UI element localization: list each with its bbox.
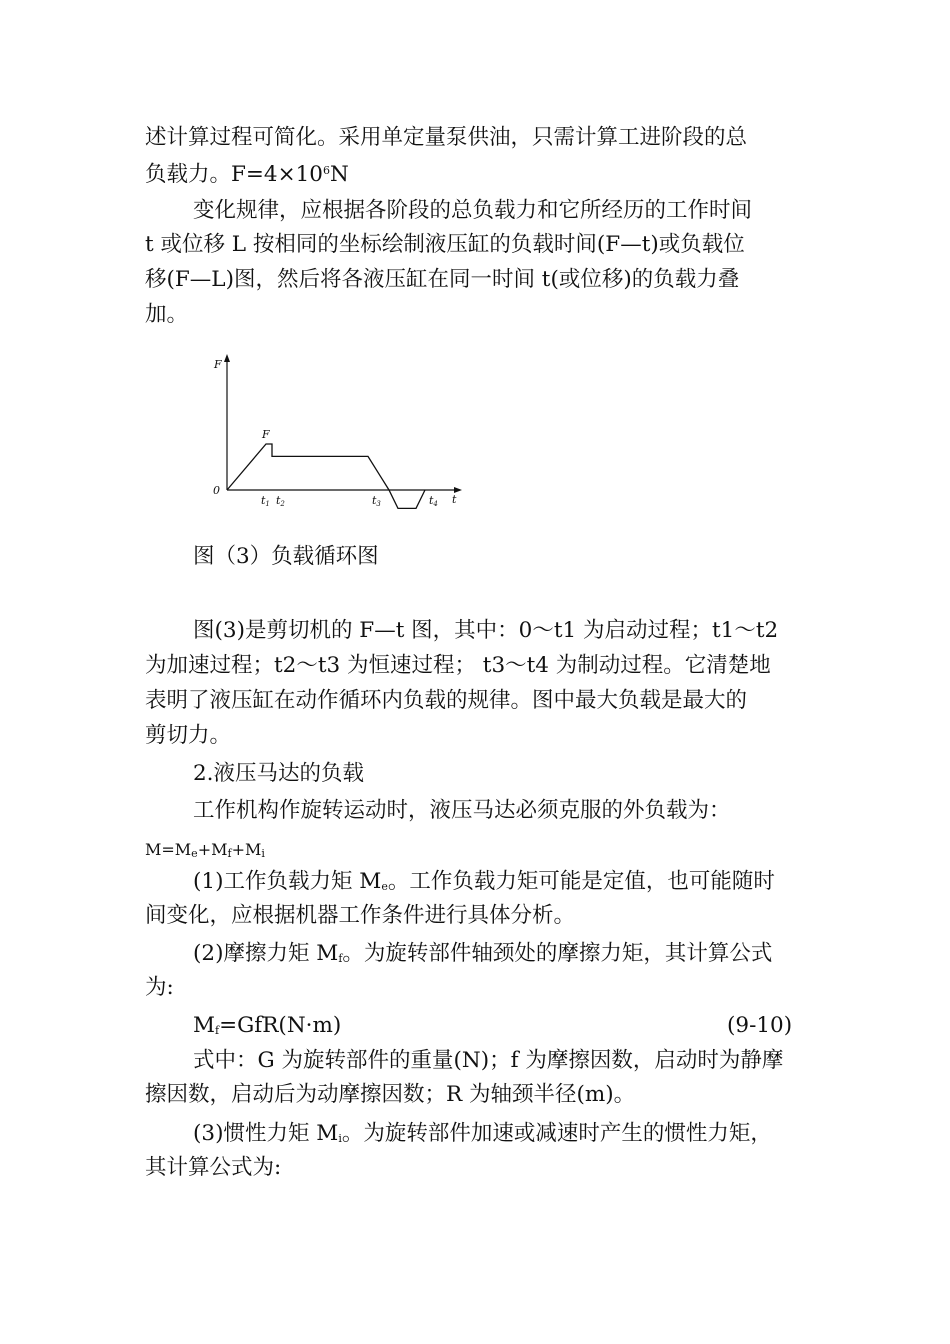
paragraph-line: 间变化，应根据机器工作条件进行具体分析。 <box>145 903 576 928</box>
subscript: f <box>338 952 343 965</box>
paragraph-line <box>193 868 873 901</box>
x-tick-label: t1 <box>261 494 270 508</box>
text: 负载力。F=4×10 <box>145 162 323 187</box>
y-axis-label: F <box>214 358 222 371</box>
equation-number: (9-10) <box>727 1013 793 1038</box>
origin-label: 0 <box>213 484 220 497</box>
paragraph-line: 其计算公式为: <box>145 1155 282 1180</box>
y-axis-arrow <box>224 354 230 362</box>
text: M <box>193 1013 216 1038</box>
text: (2)摩擦力矩 M <box>193 941 339 966</box>
figure-caption: 图（3）负载循环图 <box>193 544 379 569</box>
text: 。工作负载力矩可能是定值，也可能随时 <box>387 869 775 894</box>
paragraph-line: 表明了液压缸在动作循环内负载的规律。图中最大负载是最大的 <box>145 688 748 713</box>
subscript: i <box>261 847 265 860</box>
paragraph-line: 述计算过程可简化。采用单定量泵供油，只需计算工进阶段的总 <box>145 125 748 150</box>
paragraph-line: 剪切力。 <box>145 723 232 748</box>
equation-friction-moment <box>193 1012 873 1045</box>
text: (1)工作负载力矩 M <box>193 869 382 894</box>
paragraph-line: 式中：G 为旋转部件的重量(N)；f 为摩擦因数，启动时为静摩 <box>193 1048 784 1073</box>
paragraph-line: 移(F—L)图，然后将各液压缸在同一时间 t(或位移)的负载力叠 <box>145 267 740 292</box>
paragraph-line: 加。 <box>145 302 189 327</box>
chart-labels <box>213 358 457 508</box>
section-heading: 2.液压马达的负载 <box>193 761 365 786</box>
paragraph-line <box>193 1120 873 1153</box>
chart-axes <box>224 354 462 493</box>
text: M=M <box>145 840 192 859</box>
equation-total-moment <box>145 836 825 868</box>
text: 。为旋转部件加速或减速时产生的惯性力矩， <box>341 1121 772 1146</box>
x-tick-label: t3 <box>372 494 381 508</box>
chart-series <box>227 444 425 508</box>
paragraph-line: 为加速过程；t2～t3 为恒速过程； t3～t4 为制动过程。它清楚地 <box>145 653 771 678</box>
paragraph-line: t 或位移 L 按相同的坐标绘制液压缸的负载时间(F—t)或负载位 <box>145 232 745 257</box>
text: N <box>329 162 349 187</box>
load-series-line <box>227 444 425 508</box>
subscript: f <box>215 1024 220 1037</box>
subscript: e <box>381 880 388 893</box>
paragraph-line <box>193 940 873 973</box>
text: =GfR(N·m) <box>219 1013 342 1038</box>
peak-label: F <box>262 428 270 441</box>
paragraph-line: 变化规律，应根据各阶段的总负载力和它所经历的工作时间 <box>193 198 753 223</box>
text: (3)惯性力矩 M <box>193 1121 339 1146</box>
x-axis-label: t <box>452 493 457 506</box>
subscript: e <box>191 847 198 860</box>
text: +M <box>197 840 228 859</box>
paragraph-line: 工作机构作旋转运动时，液压马达必须克服的外负载为： <box>193 798 731 823</box>
subscript: f <box>227 847 232 860</box>
paragraph-line: 为: <box>145 975 174 1000</box>
text: +M <box>231 840 262 859</box>
text: 。为旋转部件轴颈处的摩擦力矩，其计算公式 <box>342 941 773 966</box>
load-cycle-chart <box>200 348 480 538</box>
x-tick-label: t2 <box>276 494 285 508</box>
paragraph-line: 图(3)是剪切机的 F—t 图，其中：0～t1 为启动过程；t1～t2 <box>193 618 779 643</box>
superscript: 6 <box>322 164 330 177</box>
paragraph-line: 擦因数，启动后为动摩擦因数；R 为轴颈半径(m)。 <box>145 1082 636 1107</box>
paragraph-line <box>145 157 825 189</box>
subscript: i <box>338 1132 342 1145</box>
x-tick-label: t4 <box>429 494 438 508</box>
